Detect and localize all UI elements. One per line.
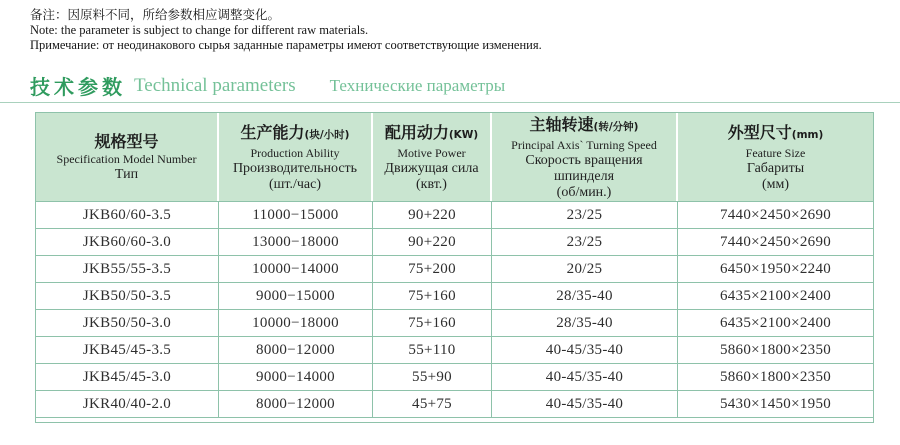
cell-model: JKB60/60-3.0 [36,229,219,255]
cell-power: 55+90 [373,364,492,390]
header-unit-label: (块/小时) [304,128,350,141]
notes-block [30,8,542,53]
note-line-zh: 备注：因原料不同，所给参数相应调整变化。 [30,8,281,22]
header-specification-model [36,113,219,201]
header-ru-unit-label: (шт./час) [268,176,322,192]
header-motive-power [373,113,492,201]
header-unit-label: (mm) [791,128,824,141]
header-zh-label: 主轴转速 [529,114,594,134]
cell-power: 75+160 [373,310,492,336]
cell-speed: 20/25 [492,256,678,282]
cell-power: 75+200 [373,256,492,282]
table-row [36,283,873,310]
cell-production: 9000−14000 [219,364,373,390]
header-ru-unit-label: (мм) [761,176,790,192]
cell-size: 7440×2450×2690 [719,206,832,223]
header-ru-label: Скорость вращения шпинделя [525,152,643,184]
cell-power: 45+75 [373,391,492,417]
cell-speed: 28/35-40 [492,310,678,336]
header-en-label: Specification Model Number [56,152,197,166]
cell-power: 75+160 [373,283,492,309]
cell-production: 8000−12000 [219,337,373,363]
header-zh-label: 规格型号 [94,132,159,151]
header-unit-label: (KW) [448,128,479,141]
cell-size: 6435×2100×2400 [719,287,832,304]
cell-speed: 28/35-40 [492,283,678,309]
section-title [30,71,505,100]
cell-size: 6435×2100×2400 [719,314,832,331]
header-ru-label: Габариты [746,160,805,176]
header-ru-label: Тип [114,167,139,182]
table-row [36,202,873,229]
cell-speed: 23/25 [492,229,678,255]
header-turning-speed [492,113,678,201]
header-zh-label: 外型尺寸 [727,122,792,142]
header-zh-label: 生产能力 [240,122,305,142]
table-row [36,256,873,283]
cell-model: JKR40/40-2.0 [36,391,219,417]
cell-size: 6450×1950×2240 [719,260,832,277]
title-divider-line [0,102,900,103]
technical-parameters-table [35,112,874,423]
cell-speed: 23/25 [492,202,678,228]
cell-model: JKB50/50-3.5 [36,283,219,309]
table-row [36,337,873,364]
table-row [36,364,873,391]
header-en-label: Motive Power [397,145,466,160]
cell-size: 7440×2450×2690 [719,233,832,250]
cell-size: 5860×1800×2350 [719,368,832,385]
table-header-row [36,113,873,202]
cell-model: JKB45/45-3.0 [36,364,219,390]
header-en-label: Production Ability [250,145,340,160]
header-ru-unit-label: (об/мин.) [556,184,612,200]
cell-model: JKB45/45-3.5 [36,337,219,363]
cell-model: JKB60/60-3.5 [36,202,219,228]
header-feature-size [678,113,873,201]
header-en-label: Principal Axis` Turning Speed [511,137,657,152]
cell-size: 5430×1450×1950 [719,395,832,412]
cell-speed: 40-45/35-40 [492,337,678,363]
section-title-zh: 技术参数 [30,75,126,99]
header-unit-label: (转/分钟) [593,120,639,133]
header-zh-label: 配用动力 [384,122,449,142]
header-ru-unit-label: (квт.) [416,176,447,192]
cell-model: JKB50/50-3.0 [36,310,219,336]
cell-production: 11000−15000 [219,202,373,228]
cell-production: 8000−12000 [219,391,373,417]
cell-power: 55+110 [373,337,492,363]
note-line-en: Note: the parameter is subject to change for different raw materials. [30,23,369,37]
cell-production: 10000−14000 [219,256,373,282]
section-title-ru: Технические параметры [329,75,506,95]
table-row [36,310,873,337]
note-line-ru: Примечание: от неодинакового сырья заданные параметры имеют соответствующие изменения. [30,38,542,52]
cell-speed: 40-45/35-40 [492,391,678,417]
section-title-en: Technical parameters [134,74,296,96]
cell-speed: 40-45/35-40 [492,364,678,390]
header-ru-label: Производительность [232,160,358,176]
header-production-ability [219,113,373,201]
table-row [36,229,873,256]
cell-power: 90+220 [373,202,492,228]
header-en-label: Feature Size [745,145,806,160]
cell-model: JKB55/55-3.5 [36,256,219,282]
cell-production: 13000−18000 [219,229,373,255]
table-row [36,391,873,418]
cell-production: 10000−18000 [219,310,373,336]
cell-production: 9000−15000 [219,283,373,309]
header-ru-label: Движущая сила [384,160,479,176]
cell-size: 5860×1800×2350 [719,341,832,358]
cell-power: 90+220 [373,229,492,255]
